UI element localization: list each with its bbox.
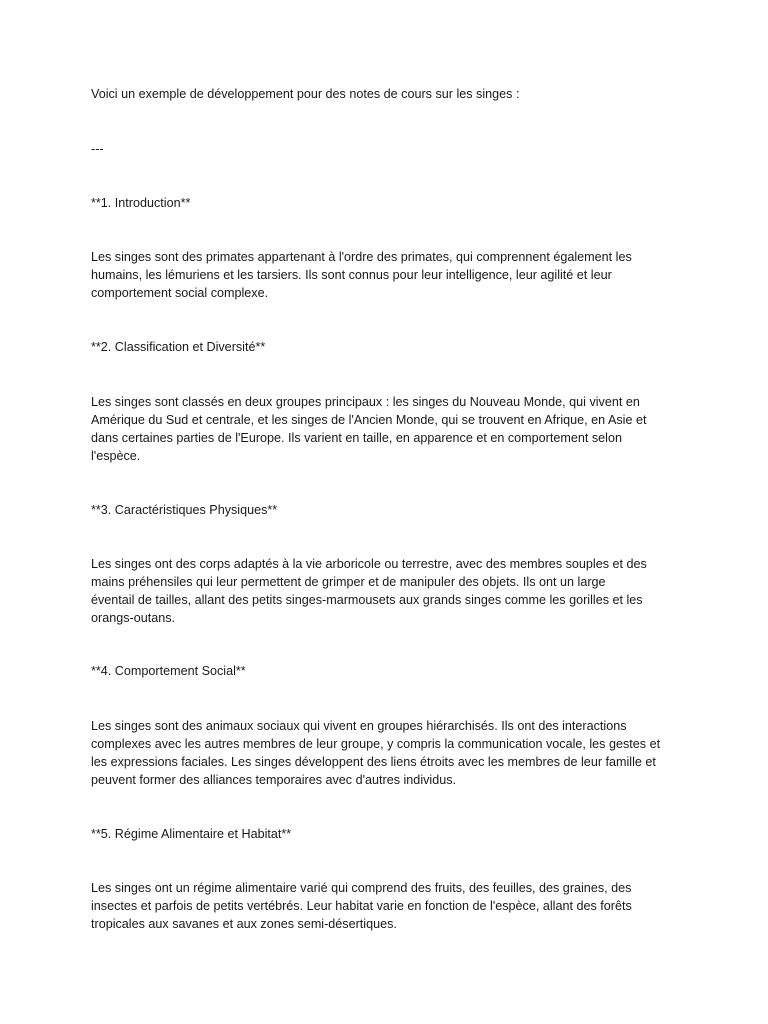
section-paragraph-classification bbox=[91, 393, 691, 465]
paragraph-line: humains, les lémuriens et les tarsiers. Ils sont connus pour leur intelligence, leur agilité et leur bbox=[91, 268, 612, 282]
paragraph-line: Les singes ont un régime alimentaire varié qui comprend des fruits, des feuilles, des graines, des bbox=[91, 881, 632, 895]
paragraph-line: orangs-outans. bbox=[91, 611, 176, 625]
section-heading-physical: **3. Caractéristiques Physiques** bbox=[91, 503, 278, 517]
paragraph-line: insectes et parfois de petits vertébrés. Leur habitat varie en fonction de l'espèce, allant des forêts bbox=[91, 899, 632, 913]
section-paragraph-physical bbox=[91, 555, 691, 627]
paragraph-line: éventail de tailles, allant des petits singes-marmousets aux grands singes comme les gorilles et les bbox=[91, 593, 643, 607]
section-heading-introduction: **1. Introduction** bbox=[91, 196, 191, 210]
section-paragraph-diet-habitat bbox=[91, 879, 691, 933]
paragraph-line: complexes avec les autres membres de leur groupe, y compris la communication vocale, les gestes et bbox=[91, 737, 661, 751]
section-paragraph-introduction bbox=[91, 248, 691, 302]
paragraph-line: mains préhensiles qui leur permettent de grimper et de manipuler des objets. Ils ont un large bbox=[91, 575, 606, 589]
section-heading-diet-habitat: **5. Régime Alimentaire et Habitat** bbox=[91, 827, 292, 841]
intro-text: Voici un exemple de développement pour des notes de cours sur les singes : bbox=[91, 87, 520, 101]
paragraph-line: Les singes sont des primates appartenant à l'ordre des primates, qui comprennent également les bbox=[91, 250, 632, 264]
paragraph-line: dans certaines parties de l'Europe. Ils varient en taille, en apparence et en comportement selon bbox=[91, 431, 622, 445]
paragraph-line: comportement social complexe. bbox=[91, 286, 269, 300]
paragraph-line: Amérique du Sud et centrale, et les singes de l'Ancien Monde, qui se trouvent en Afrique, en Asie et bbox=[91, 413, 647, 427]
paragraph-line: Les singes sont des animaux sociaux qui vivent en groupes hiérarchisés. Ils ont des interactions bbox=[91, 719, 627, 733]
section-heading-classification: **2. Classification et Diversité** bbox=[91, 340, 266, 354]
paragraph-line: peuvent former des alliances temporaires avec d'autres individus. bbox=[91, 773, 457, 787]
paragraph-line: l'espèce. bbox=[91, 449, 141, 463]
paragraph-line: Les singes ont des corps adaptés à la vie arboricole ou terrestre, avec des membres souples et des bbox=[91, 557, 647, 571]
paragraph-line: tropicales aux savanes et aux zones semi-désertiques. bbox=[91, 917, 397, 931]
section-paragraph-social bbox=[91, 717, 691, 789]
paragraph-line: Les singes sont classés en deux groupes principaux : les singes du Nouveau Monde, qui vivent en bbox=[91, 395, 640, 409]
separator: --- bbox=[91, 142, 104, 156]
section-heading-social: **4. Comportement Social** bbox=[91, 664, 246, 678]
paragraph-line: les expressions faciales. Les singes développent des liens étroits avec les membres de leur famille et bbox=[91, 755, 656, 769]
